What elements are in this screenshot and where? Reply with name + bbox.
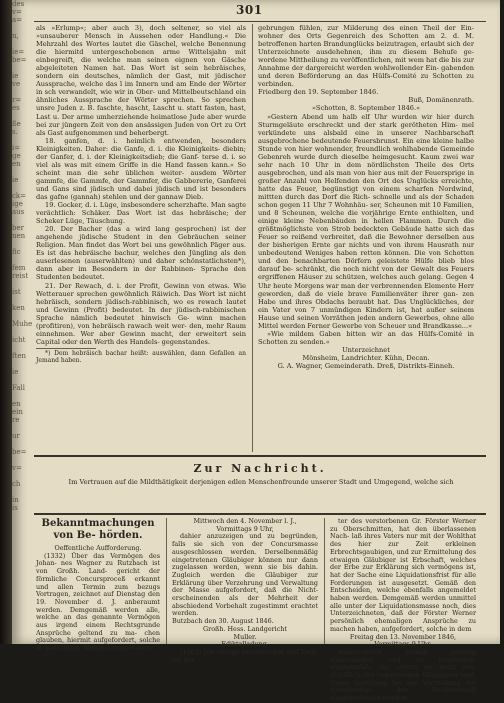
- right-paragraph: Unterzeichnet: [342, 345, 390, 354]
- right-paragraph: »Schotten, 8. September 1846.«: [311, 104, 421, 113]
- edge-fragment: in: [12, 496, 19, 504]
- edge-fragment: [12, 456, 32, 464]
- edge-fragment: s.: [12, 128, 18, 136]
- notice-paragraph: Ediktalladung.: [221, 640, 269, 649]
- edge-fragment: ie: [12, 176, 19, 184]
- edge-fragment: v=: [12, 464, 22, 472]
- edge-fragment: ist: [12, 288, 21, 296]
- edge-fragment: r=: [12, 96, 22, 104]
- section-rule-top: [34, 455, 486, 457]
- edge-fragment: [12, 216, 32, 224]
- edge-fragment: [12, 296, 32, 304]
- edge-fragment: ie: [12, 72, 19, 80]
- edge-fragment: ken: [12, 304, 25, 312]
- bekanntmachungen-subheading: Oeffentliche Aufforderung.: [54, 544, 142, 552]
- right-paragraph: Mönsheim, Landrichter. Kühn, Decan.: [302, 353, 430, 362]
- edge-fragment: [12, 344, 32, 352]
- notice-paragraph: Großh. Hess. Landgericht: [203, 624, 287, 633]
- notice-right-column: [330, 517, 476, 703]
- footnote-rule: [36, 348, 96, 349]
- edge-fragment: ch: [12, 480, 21, 488]
- notice-paragraph: Butzbach den 30. August 1846.: [172, 617, 274, 626]
- edge-fragment: [12, 424, 32, 432]
- column-divider: [324, 518, 325, 644]
- edge-fragment: be=: [12, 56, 27, 64]
- edge-fragment: ur: [12, 432, 20, 440]
- edge-fragment: [12, 64, 32, 72]
- footnote: *) Dem hebräisch bachar heißt: auswählen, dann Gefallen an Jemand haben.: [36, 349, 246, 364]
- header-rule: [34, 21, 486, 22]
- edge-fragment: nen: [12, 232, 26, 240]
- edge-fragment: ige: [12, 200, 23, 208]
- edge-fragment: aus: [12, 208, 25, 216]
- left-paragraph: 19. Gocker, d. i. Lüge, insbesondere scherzhafte. Man sagte verächtlich: Schäker. Das Wort ist das hebräische; der Scheker Lüge, Täuschung.: [36, 201, 246, 226]
- edge-fragment: fic: [12, 248, 21, 256]
- edge-fragment: [12, 24, 32, 32]
- edge-fragment: [12, 88, 32, 96]
- edge-fragment: ße: [12, 120, 21, 128]
- bekanntmachungen-heading: Bekanntmachungen von Be- hörden.: [41, 518, 155, 541]
- left-paragraph: als »Erlump«; aber auch 3), doch seltener, so viel als »unsauberer Mensch in Aussehen oder Handlung.« Die Mehrzahl des Wortes lautet die Gäschel, welche Benennung die hiermitd untergeschobenen arme Wittelsjahn mit einbegreift, die welche man seinen eignen von Gäsche abgeleiteten Namen hat. Das Wort ist sein hebräisches, sondern ein deutsches, nämlich der Gast, mit jüdischer Aussprache, welche das ī im Innern und am Ende der Wörter in sch verwandelt, wie wir in Ober- und Mittelbeutschland ein ähnliches Aussprache der Wörter sprechen. So sprechen unsre Juden z. B. faschte, hascht, Lascht u. statt fasten, hast, Last u. Der arme umherziehende heimatlose Jude aber wurde bei zur jüngern Zeit von den ansässigen Juden von Ort zu Ort als Gast aufgenommen und beherbergt.: [36, 24, 246, 137]
- previous-page-edge-fragments: [12, 0, 32, 644]
- column-divider: [252, 24, 253, 452]
- edge-fragment: be=: [12, 448, 27, 456]
- bekanntmachungen-body: (1332) Über das Vermögen des Johan- nes Wagner zu Rutzbach ist von Großh. Land- gericht der förmliche Concursproceß erkannt und allen Termin zum bezugs Vortragen, zeichnet auf Dienstag den 19. November d. J. anberaumt werden. Demgemäß werden alle, welche an das genannte Vermögen aus irgend einem Rechtsgrunde Ansprüche geltend zu ma- chen glauben, hiermit aufgefordert, solche in gedachtem Termine zu gewissen: [36, 551, 160, 653]
- edge-fragment: [12, 376, 32, 384]
- notice-middle-column: [172, 517, 318, 664]
- page-number: 301: [236, 3, 263, 17]
- left-paragraph: 18. ganfen, d. i. heimlich entwenden, besonders Kleinigkeiten. Daher: die Ganfe, d. i. die Kleinigkeits- diebin; der Ganfer, d. i. der Kleinigkeitsdieb; die Ganf- terse d. i. so viel als was mit einem Griffe in die Hand fassen kann.« So scheint man die sehr üblichen weiter- ausdem Wörter gammfe, die Gammfe, der Gammfer, die Gabbererie, Ganferei und Gans sind jüdisch und dabei jüdisch und ist besonders das gafne (gannah) stehlen und der gannaw Dieb.: [36, 136, 246, 201]
- edge-fragment: re: [12, 416, 20, 424]
- edge-fragment: [12, 40, 32, 48]
- notice-paragraph: Vormittags 9 Uhr,: [216, 524, 274, 533]
- edge-fragment: reist: [12, 272, 29, 280]
- notice-paragraph: Freitag den 13. November 1846,: [349, 632, 457, 641]
- notice-paragraph: Muller.: [233, 632, 257, 641]
- edge-fragment: n,: [12, 32, 19, 40]
- edge-fragment: is: [12, 504, 18, 512]
- nachricht-heading: Zur Nachricht.: [193, 462, 327, 475]
- right-paragraph: Buß, Domänenrath.: [408, 96, 474, 105]
- right-paragraph: gebrungen fühlen, zur Milderung des einen Theil der Ein- wohner des Orts Gegenreich des Schotten am 2. d. M. betroffenen harten Brandunglücks beizutragen, erlaubt sich der Unterzeichnete ausdehehnen, ihm zu diesem Behufe ge- wordene Mittheilung zu veröffentlichen, mit wem hat die bis zur Annahme der dargereicht werden wohlwollender Ein- gabenden und deren Beförderung an das Hülfs-Comité zu Schotten zu verbinden.: [258, 24, 474, 89]
- notice-paragraph: anberaumten Termin gehörig sunzumelden und zu begründen, widrigenfalls sie, sofern sie nicht aus- drücklich des begehrenden Gläubigers sind, Unter Verfügung bei der Vertheilung der vorzubeuten- den Rechtsanwalt ausgeschlossen werden.: [330, 647, 476, 703]
- newspaper-page: [12, 0, 500, 703]
- left-column-article: [36, 24, 246, 448]
- edge-fragment: [12, 240, 32, 248]
- edge-fragment: ge: [12, 152, 21, 160]
- column-divider: [166, 518, 167, 644]
- edge-fragment: [12, 392, 32, 400]
- notice-paragraph: ter des verstorbenen Gr. Förster Werner zu Oberschmitten, hat den überlassenen Nach- laß ihres Vaters nur mit der Wohlthat des hier zur Zeit erkleinen Erbrechtsgaubigen, und zur Ermittelung des etwaigen Gläubiger ist Erbschaft, welches der Erbe zur Erklärung sich vermögens ist, hat der Sache eine Liquidationsfrist für alle Forderungen ist ausgesetzt. Gemäß den Entscheiden, welche ebenfalls angemeldet haben werden. Demgemäß werden unmittel alle unter der Liquidationsmasse noch, dies Unterzeichneten, daß der Förster Werner persönlich ehemaligen Ansprüche zu machen haben, aufgefordert, solche in dem: [330, 517, 476, 633]
- edge-fragment: [12, 112, 32, 120]
- edge-fragment: es: [12, 104, 20, 112]
- edge-fragment: [12, 440, 32, 448]
- edge-fragment: Muhe: [12, 320, 33, 328]
- edge-fragment: ie: [12, 368, 19, 376]
- book-spine-shadow: [0, 0, 12, 644]
- edge-fragment: en: [12, 400, 21, 408]
- section-rule-bottom: [34, 513, 486, 515]
- edge-fragment: [12, 472, 32, 480]
- edge-fragment: [12, 328, 32, 336]
- right-column-article: [258, 24, 474, 448]
- notice-paragraph: (1363) Die einzige Intestaterbin und Toch- ter des: [172, 647, 318, 664]
- edge-fragment: [12, 256, 32, 264]
- edge-fragment: a=: [12, 16, 23, 24]
- edge-fragment: des: [12, 0, 25, 8]
- edge-fragment: [12, 168, 32, 176]
- edge-fragment: ften: [12, 352, 27, 360]
- edge-fragment: [12, 360, 32, 368]
- bekanntmachungen-column: [36, 518, 160, 653]
- notice-paragraph: Vormittags 9 Uhr,: [374, 640, 432, 649]
- right-paragraph: G. A. Wagner, Gemeinderath. Dreß, Distrikts-Einneh.: [277, 361, 455, 370]
- left-paragraph: 21. Der Rewach, d. i. der Profit, Gewinn von etwas. Wie Wetterauer sprechen gewöhnlich Räiwich. Das Wort ist nicht hebräisch, sondern jüdisch-rabbinisch, wo es rewach lautet und Gewinn (Profit) bedeutet. In der jüdisch-rabbinischen Sprache nämlich bedeutet hinwisch Ge- winn machen (profitiren), von hebräisch rawach weit wer- den, mehr Raum einnehmen. Wer aber Gewinn macht, der erweitert sein Capital oder den Werth des Handels- gegenstandes.: [36, 281, 246, 346]
- nachricht-body: Im Vertrauen auf die Mildthätigkeit derjenigen edlen Menschenfreunde unserer Stadt und Umgegend, welche sich: [68, 478, 454, 486]
- edge-fragment: [12, 184, 32, 192]
- edge-fragment: en: [12, 160, 21, 168]
- edge-fragment: ie=: [12, 48, 25, 56]
- edge-fragment: [12, 136, 32, 144]
- left-paragraph: 20. Der Bacher (das a wird lang gesprochen) ist der angehende jüdische Student in den Gebräuchen seiner Religion. Man findet das Wort bei uns gewöhnlich Päger aus. Es ist das hebräische bachur, welches den Jüngling als den auserlesenen (auserwählten) und daher schönstatlichsten*), dann aber im Besondern in der Rabbinen- Sprache den Studenten bedeutet.: [36, 225, 246, 282]
- edge-fragment: ber: [12, 224, 24, 232]
- edge-fragment: fem: [12, 264, 26, 272]
- notice-paragraph: Mittwoch den 4. November l. J.,: [193, 517, 297, 525]
- edge-fragment: ein: [12, 408, 23, 416]
- edge-fragment: v=: [12, 8, 22, 16]
- right-paragraph: »Wie mildem Gaben bitten wir an das Hülfs-Comité in Schotten zu senden.«: [258, 329, 474, 346]
- edge-fragment: [12, 488, 32, 496]
- edge-fragment: Fall: [12, 384, 26, 392]
- right-paragraph: »Gestern Abend um halb elf Uhr wurden wir hier durch Sturmgeläute erschreckt und der stark gerötheten Him- mel verkündete uns alsbald eine in unserer Nachbarschaft ausgebrochene bedeutende Feuersbrunst. Ein eine kleine halbe Stunde von hier wohnender, freundlich wohlhabende Gemeinde Gebenreh wurde durch dieselbe heimgesucht. Kaum zwei war sehr nach 10 Uhr in dem nördlichsten Theile des Orts ausgebrochen, und als man von hier aus mit der Feuersprige in großer Anzahl von Helfenden den Ort des Unglücks erreichte, hatte das Feuer, begünstigt von einem scharfen Nordwind, mittten durch das Dorf die Rich- schnelle und als der Schaden schon gegen 11 Uhr 7 Wohnhäu- ser, Scheunen mit 10 Familien, und 8 Scheunen, welche die vorjährige Ernte enthielten, und einige kleine Nebenbäuden in hellen Flammen. Durch die größtmöglichste von Strob bedeckten Gebäude hatte sich das Feuer so reißend verbreitet, daß die Bewohner derselben aus der bisherigen Ernte gar nichts und von ihrem Hausrath nur unbedeutend Weniges haben retten können. Die von Schotten und den benachbarten Dörfern geleistete Hülfe blieb blos darauf be- schränkt, die noch nicht von der Gewalt des Feuers ergriffenen Häuser zu schützen, welches auch gelang. Gegen 4 Uhr heute Morgens war man der verbrennenden Elemente Herr geworden, daß de viele brave Familienväter ihrer gan- zen Habe und ihres Obdachs beraubt hat. Das Unglückliches, der ein Vater von 7 unmündigen Kindern ist, hat außer seinem Hause und seinen Vorräthen jeden andern Gewerbes, ohne alle Mittel werden Ferner Gewerbe von Scheuer und Brandkasse...«: [258, 112, 474, 330]
- edge-fragment: ck=: [12, 192, 27, 200]
- edge-fragment: i=: [12, 144, 21, 152]
- edge-fragment: icht: [12, 336, 26, 344]
- edge-fragment: ve: [12, 80, 21, 88]
- edge-fragment: [12, 280, 32, 288]
- notice-paragraph: dahier anzuzeigen und zu begründen, falls sie sich von der Concursmasse ausgeschlossen werden. Derselbenmäßig eingetretenen Gläubiger können nur dann zugelassen werden, wenn sie bis dahin. Zugleich werden die Gläubiger zur Erklärung über Verzehrung und Verwaltung der Masse aufgefordert, daß die Nicht- erscheinenden als der Mehrheit der abschiedend Vorbehalt zugestimmt erachtet werden.: [172, 532, 318, 618]
- edge-fragment: [12, 312, 32, 320]
- right-paragraph: Friedberg den 19. September 1846.: [258, 88, 379, 97]
